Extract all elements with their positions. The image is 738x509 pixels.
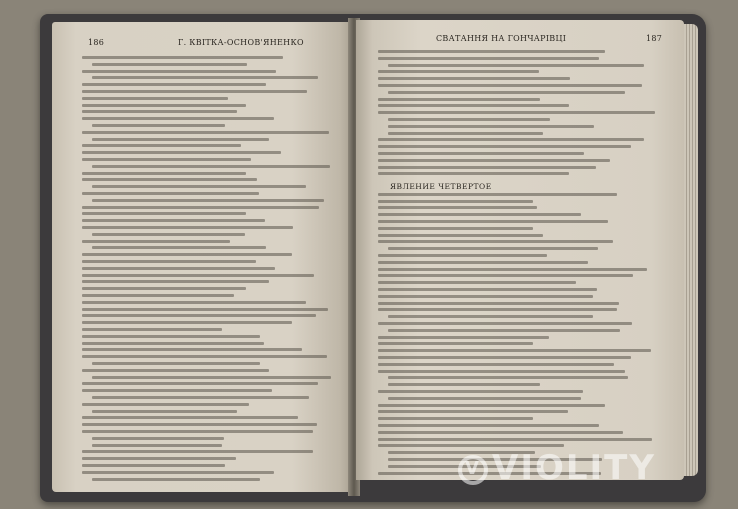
text-line [378, 281, 576, 284]
text-line [92, 410, 237, 413]
text-line [378, 268, 647, 271]
text-line [378, 240, 613, 243]
watermark-text: VIOLITY [492, 448, 656, 488]
text-line [378, 404, 605, 407]
text-line [82, 260, 256, 263]
text-line [378, 193, 617, 196]
text-line [378, 50, 605, 53]
text-line [92, 63, 247, 66]
text-line [92, 199, 324, 202]
text-line [82, 70, 276, 73]
text-line [82, 308, 328, 311]
text-line [82, 131, 329, 134]
text-line [92, 437, 224, 440]
text-line [82, 267, 275, 270]
text-line [82, 342, 264, 345]
text-line [378, 57, 599, 60]
text-line [378, 431, 623, 434]
text-line [378, 342, 533, 345]
text-line [378, 159, 610, 162]
text-line [92, 478, 260, 481]
text-line [82, 280, 269, 283]
text-line [378, 227, 533, 230]
text-line [388, 383, 540, 386]
text-line [388, 397, 581, 400]
text-line [82, 178, 257, 181]
text-line [82, 274, 314, 277]
text-line [82, 355, 327, 358]
text-line [378, 363, 614, 366]
text-line [82, 117, 274, 120]
text-line [82, 321, 292, 324]
text-line [378, 349, 651, 352]
text-line [82, 287, 246, 290]
text-line [82, 219, 265, 222]
text-line [82, 158, 251, 161]
text-line [378, 166, 596, 169]
text-line [378, 444, 564, 447]
text-line [378, 206, 537, 209]
text-line [82, 240, 230, 243]
text-line [378, 104, 569, 107]
right-page-number: 187 [646, 34, 663, 43]
text-line [82, 104, 246, 107]
text-line [378, 356, 631, 359]
text-line [378, 295, 593, 298]
right-page [356, 20, 684, 480]
left-page-number: 186 [88, 38, 105, 47]
text-line [378, 288, 597, 291]
right-running-title: СВАТАННЯ НА ГОНЧАРІВЦІ [436, 34, 567, 43]
text-line [82, 212, 246, 215]
text-line [378, 302, 619, 305]
text-line [92, 165, 330, 168]
text-line [92, 185, 306, 188]
text-line [82, 226, 293, 229]
text-line [378, 322, 632, 325]
text-line [92, 376, 331, 379]
text-line [388, 64, 644, 67]
text-line [388, 118, 550, 121]
text-line [82, 450, 313, 453]
text-line [82, 464, 225, 467]
text-line [378, 410, 568, 413]
text-line [82, 471, 274, 474]
text-line [82, 430, 313, 433]
text-line [82, 423, 317, 426]
text-line [378, 70, 539, 73]
left-running-title: Г. КВІТКА-ОСНОВ'ЯНЕНКО [178, 38, 304, 47]
text-line [378, 98, 540, 101]
text-line [388, 315, 593, 318]
scene-heading: ЯВЛЕНИЕ ЧЕТВЕРТОЕ [390, 182, 492, 191]
text-line [82, 369, 269, 372]
text-line [92, 138, 269, 141]
text-line [82, 192, 259, 195]
text-line [378, 424, 599, 427]
text-line [378, 274, 633, 277]
text-line [378, 200, 533, 203]
text-line [378, 145, 631, 148]
text-line [388, 376, 628, 379]
text-line [92, 124, 225, 127]
text-line [82, 416, 298, 419]
text-line [388, 91, 625, 94]
text-line [92, 444, 222, 447]
text-line [378, 390, 583, 393]
text-line [82, 301, 306, 304]
text-line [82, 314, 316, 317]
text-line [378, 370, 625, 373]
text-line [378, 234, 543, 237]
text-line [82, 83, 266, 86]
text-line [378, 152, 584, 155]
text-line [378, 261, 588, 264]
text-line [82, 172, 246, 175]
text-line [378, 438, 652, 441]
text-line [82, 389, 272, 392]
text-line [378, 417, 533, 420]
text-line [388, 329, 620, 332]
text-line [378, 111, 655, 114]
page-edges [684, 24, 698, 476]
text-line [378, 220, 608, 223]
text-line [82, 97, 228, 100]
text-line [378, 77, 570, 80]
watermark [458, 448, 656, 488]
text-line [378, 254, 547, 257]
text-line [388, 247, 598, 250]
text-line [82, 253, 292, 256]
left-page [52, 22, 352, 492]
text-line [82, 144, 241, 147]
text-line [378, 172, 569, 175]
text-line [82, 90, 307, 93]
text-line [82, 56, 283, 59]
text-line [82, 348, 302, 351]
text-line [92, 396, 309, 399]
text-line [82, 382, 318, 385]
text-line [92, 76, 318, 79]
text-line [92, 233, 245, 236]
text-line [378, 336, 549, 339]
text-line [82, 335, 260, 338]
text-line [378, 84, 642, 87]
text-line [82, 294, 234, 297]
text-line [378, 308, 617, 311]
text-line [92, 362, 260, 365]
text-line [82, 206, 319, 209]
text-line [82, 403, 249, 406]
text-line [92, 246, 266, 249]
text-line [82, 151, 281, 154]
text-line [388, 132, 543, 135]
violity-logo-icon: V [458, 455, 488, 485]
text-line [82, 110, 237, 113]
text-line [82, 457, 236, 460]
text-line [378, 213, 581, 216]
text-line [388, 125, 594, 128]
text-line [82, 328, 222, 331]
text-line [378, 138, 644, 141]
